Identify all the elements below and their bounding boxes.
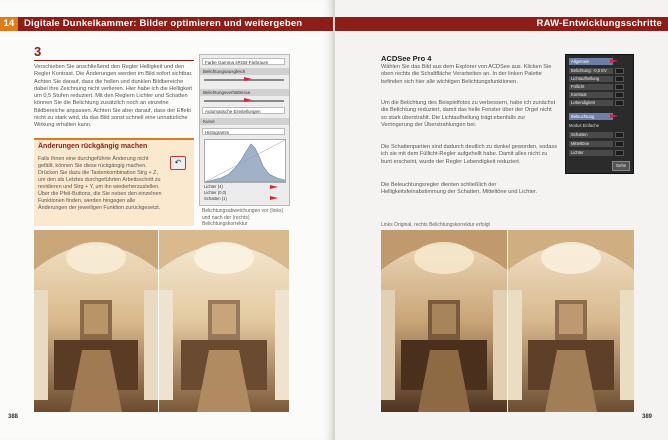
chapter-number: 14 — [0, 17, 18, 31]
chapter-title: Digitale Dunkelkammer: Bilder optimieren und weitergeben — [24, 18, 303, 29]
dark-row-fill: Füllicht — [569, 84, 613, 90]
red-arrow-icon — [244, 98, 252, 102]
right-para-3: Die Schattenpartien sind dadurch deutlich zu dunkel geworden, sodass ich sie mit dem Füllicht-Regler aufgehellt habe. Damit alles nicht zu bunt erscheint, wurde der Regler Lebendigkeit reduziert. — [381, 144, 558, 165]
exposure-panel-screenshot — [199, 54, 290, 206]
dark-value-box — [615, 150, 624, 156]
dark-value-box — [615, 141, 624, 147]
histogram — [204, 139, 286, 183]
red-arrow-icon — [270, 185, 278, 189]
slider-label-3: Schatten (1) — [204, 196, 227, 201]
church-photo-after — [159, 230, 289, 412]
dark-value-box — [615, 132, 624, 138]
right-caption: Links Original, rechts Belichtungskorrektur erfolgt — [381, 222, 490, 228]
panel-bar-curve: Kurve — [200, 118, 289, 125]
church-photo-corrected — [508, 230, 634, 412]
right-header-title: RAW-Entwicklungsschritte — [536, 18, 662, 29]
dark-panel-title-lighting: Beleuchtung — [569, 113, 613, 120]
dark-row-midtones: Mitteltöne — [569, 141, 613, 147]
right-page-number: 389 — [642, 414, 653, 420]
right-header — [335, 17, 668, 31]
dark-apply-button: Gehe — [612, 161, 630, 171]
dark-value-box — [615, 76, 624, 82]
red-arrow-icon — [610, 59, 618, 63]
slider-label-2: Lichter (0,0) — [204, 190, 227, 195]
dark-mode-label: Modus Einfache — [569, 123, 600, 128]
right-para-4: Die Beleuchtungsregler dienten schließlich der Helligkeitsfeinabstimmung der Schatten, Mitteltöne und Lichter. — [381, 182, 538, 196]
right-para-2: Um die Belichtung des Beispielfotos zu verbessern, habe ich zunächst die Belichtung reduziert, damit das helle Fenster über der Orgel nicht so stark überstrahlt. Die Lichtaufhellung trägt ebenfalls zur Verringerung der Überstrahlungen bei. — [381, 100, 556, 128]
gutter — [333, 0, 335, 440]
dark-value-box — [615, 100, 624, 106]
tip-title: Änderungen rückgängig machen — [38, 143, 148, 150]
church-photo-before — [34, 230, 158, 412]
dark-row-exposure: Belichtung: -0,5 EV — [569, 68, 613, 74]
dark-row-contrast: Kontrast — [569, 92, 613, 98]
panel-bar-exposure: Belichtungsausgleich — [200, 68, 289, 75]
dark-value-box — [615, 84, 624, 90]
red-arrow-icon — [610, 114, 618, 118]
red-arrow-icon — [270, 196, 278, 200]
step-divider — [34, 60, 194, 61]
left-page-number: 388 — [8, 414, 19, 420]
intro-paragraph: Verschieben Sie anschließend den Regler Helligkeit und den Regler Kontrast. Die Änderungen werden im Bild sofort sichtbar. Achten Sie darauf, dass die hellen und dunklen Bildbereiche dabei ihre Zeichnung nicht verlieren. Hier habe ich die Helligkeit um 0,5 Stufen reduziert. Mit den Reglern Lichter und Schatten können Sie die Belichtung zusätzlich noch an einzelne Bildbereiche anpassen. Achten Sie aber darauf, dass der Effekt nicht zu stark wird, da das Bild sonst schnell eine unnatürliche Wirkung erhalten kann. — [34, 64, 193, 129]
step-number: 3 — [34, 44, 42, 59]
right-para-1: Wählen Sie das Bild aus dem Explorer von ACDSee aus. Klicken Sie oben rechts die Schaltfläche Verarbeiten an. In der linken Palette befinden sich hier alle wichtigen Belichtungsfunktionen. — [381, 64, 552, 85]
left-page — [0, 0, 333, 440]
dark-row-light: Lichtaufhellung — [569, 76, 613, 82]
dark-row-shadows: Schatten — [569, 132, 613, 138]
panel-row-histogram: Histogramm — [202, 128, 285, 135]
slider-label-1: Lichter (4) — [204, 184, 223, 189]
dark-row-highlights: Lichter — [569, 150, 613, 156]
undo-icon: ↶ — [170, 156, 186, 170]
red-arrow-icon — [244, 77, 252, 81]
church-photo-original — [381, 230, 507, 412]
dark-value-box — [615, 92, 624, 98]
software-subtitle: ACDSee Pro 4 — [381, 54, 432, 63]
left-header — [0, 17, 333, 31]
dark-panel-title-general: Allgemein — [569, 58, 613, 65]
panel-bar-ratio: Belichtungsverhältnisse — [200, 89, 289, 96]
left-caption: Belichtungsabweichungen vor (links) und nach der (rechts) Belichtungskorrektur — [202, 208, 284, 227]
panel-row-auto: Automatische Einstellungen — [202, 107, 285, 114]
dark-value-box — [615, 68, 624, 74]
acdsee-panel-screenshot — [565, 54, 634, 174]
tip-text: Falls Ihnen eine durchgeführte Änderung nicht gefällt, können Sie diese rückgängig machen. Drücken Sie dazu die Tastenkombination Strg + Z, um den als Letztes durchgeführten Arbeitsschritt zu revidieren und Strg + Y, um ihn wiederherzustellen. Über die Pfeil-Buttons, die Sie neben den einzelnen Funktionen finden, werden hingegen alle Änderungen der jeweiligen Funktion zurückgesetzt. — [38, 156, 162, 211]
tip-box — [34, 138, 194, 226]
dark-row-vibrance: Lebendigkeit — [569, 100, 613, 106]
panel-row-color: Farbe Gamma sRGB-Farbraum — [202, 58, 285, 65]
